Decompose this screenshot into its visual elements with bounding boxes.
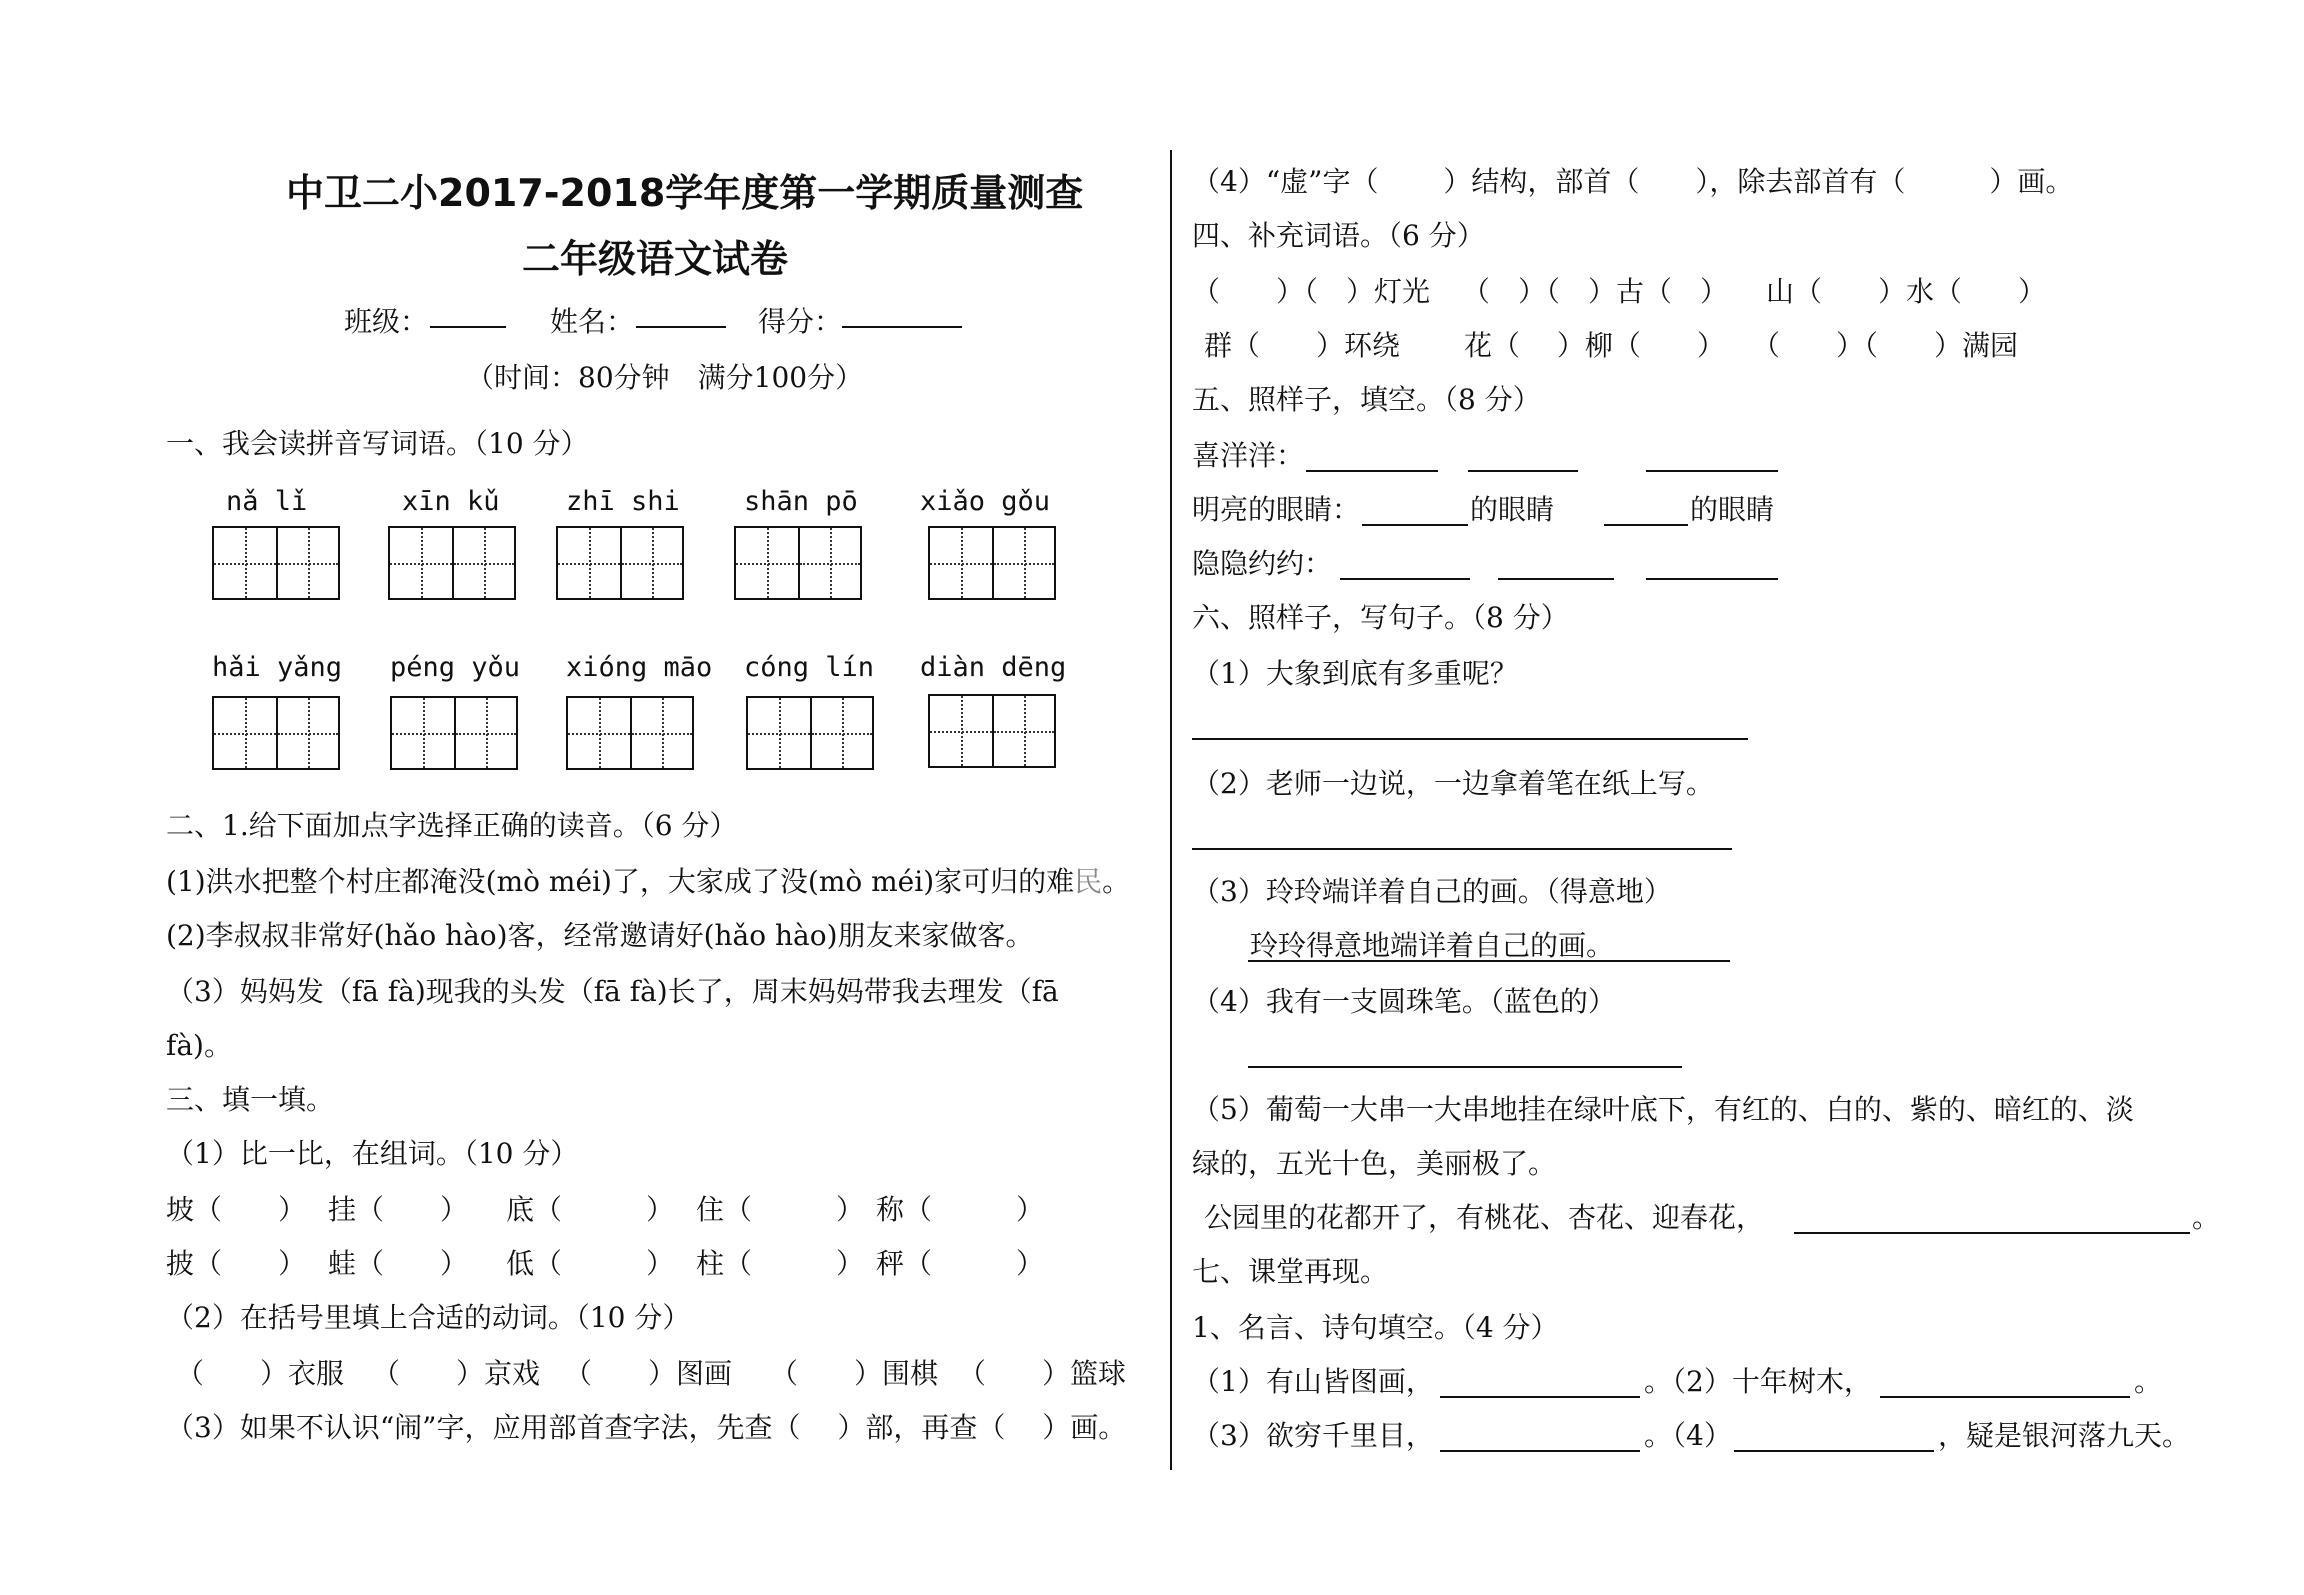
- s5-line3-label: 隐隐约约：: [1192, 547, 1333, 580]
- pinyin-10: diàn dēng: [920, 652, 1067, 683]
- pinyin-6: hǎi yǎng: [212, 652, 343, 683]
- pinyin-3: zhī shi: [566, 486, 680, 517]
- s6-q5-line2: 绿的，五光十色，美丽极了。: [1192, 1147, 1557, 1180]
- s7-poem-4-end: ，疑是银河落九天。: [1938, 1419, 2191, 1452]
- section3-heading: 三、填一填。: [166, 1083, 335, 1116]
- s7-blank[interactable]: [1440, 1450, 1640, 1452]
- idiom-item: 花（ ）柳（ ）: [1464, 329, 1725, 362]
- s3-sub3: （3）如果不认识“闹”字，应用部首查字法，先查（ ）部，再查（ ）画。: [166, 1411, 1127, 1444]
- s2-q1-period: 。: [1102, 865, 1131, 898]
- s6-q3: （3）玲玲端详着自己的画。（得意地）: [1192, 875, 1672, 908]
- s5-blank[interactable]: [1646, 578, 1778, 580]
- section5-heading: 五、照样子，填空。（8 分）: [1192, 383, 1541, 416]
- idiom-item: （ ）（ ）灯光: [1192, 275, 1431, 308]
- s6-q5-period: 。: [2192, 1201, 2221, 1234]
- verb-item: （ ）篮球: [958, 1357, 1127, 1390]
- s7-poem-2-end: 。: [2134, 1365, 2163, 1398]
- s6-q1: （1）大象到底有多重呢？: [1192, 657, 1518, 690]
- s2-question-3-cont: fà)。: [166, 1029, 232, 1062]
- s5-blank[interactable]: [1362, 524, 1468, 526]
- writing-grid[interactable]: [388, 526, 516, 600]
- s6-answer-line[interactable]: [1192, 848, 1732, 850]
- s5-blank[interactable]: [1340, 578, 1470, 580]
- compare-item: 低（ ）: [506, 1247, 675, 1280]
- s6-answer-line[interactable]: [1794, 1232, 2190, 1234]
- s6-q5-line3: 公园里的花都开了，有桃花、杏花、迎春花，: [1204, 1201, 1765, 1234]
- s5-line2-suffix: 的眼睛: [1470, 493, 1555, 526]
- section1-heading: 一、我会读拼音写词语。（10 分）: [166, 427, 589, 460]
- s6-q5-line1: （5）葡萄一大串一大串地挂在绿叶底下，有红的、白的、紫的、暗红的、淡: [1192, 1093, 2134, 1126]
- idiom-item: 群（ ）环绕: [1204, 329, 1401, 362]
- writing-grid[interactable]: [928, 526, 1056, 600]
- s5-blank[interactable]: [1306, 470, 1438, 472]
- pinyin-7: péng yǒu: [390, 652, 521, 683]
- s5-line2-label: 明亮的眼睛：: [1192, 493, 1361, 526]
- compare-item: 住（ ）: [696, 1193, 865, 1226]
- score-label: 得分：: [758, 305, 843, 338]
- s7-poem-3: （3）欲穷千里目，: [1192, 1419, 1434, 1452]
- exam-title: 中卫二小2017-2018学年度第一学期质量测查: [286, 171, 1084, 215]
- section6-heading: 六、照样子，写句子。（8 分）: [1192, 601, 1569, 634]
- s5-blank[interactable]: [1498, 578, 1614, 580]
- exam-subtitle: 二年级语文试卷: [522, 237, 789, 281]
- writing-grid[interactable]: [746, 696, 874, 770]
- pinyin-5: xiǎo gǒu: [920, 486, 1051, 517]
- writing-grid[interactable]: [212, 526, 340, 600]
- s6-answer-line[interactable]: [1192, 738, 1748, 740]
- pinyin-2: xīn kǔ: [402, 486, 500, 517]
- compare-item: 柱（ ）: [696, 1247, 865, 1280]
- writing-grid[interactable]: [212, 696, 340, 770]
- compare-item: 挂（ ）: [328, 1193, 469, 1226]
- section2-heading: 二、1.给下面加点字选择正确的读音。（6 分）: [166, 809, 738, 842]
- writing-grid[interactable]: [566, 696, 694, 770]
- time-info: （时间：80分钟 满分100分）: [466, 361, 864, 394]
- s6-answer-line[interactable]: [1248, 1066, 1682, 1068]
- pinyin-4: shān pō: [744, 486, 858, 517]
- compare-item: 披（ ）: [166, 1247, 307, 1280]
- compare-item: 称（ ）: [876, 1193, 1045, 1226]
- score-blank[interactable]: [842, 326, 962, 328]
- name-blank[interactable]: [636, 326, 726, 328]
- writing-grid[interactable]: [928, 694, 1056, 768]
- s3-sub4: （4）“虚”字（ ）结构，部首（ ），除去部首有（ ）画。: [1192, 165, 2074, 198]
- s7-poem-2: 。（2）十年树木，: [1644, 1365, 1872, 1398]
- idiom-item: 山（ ）水（ ）: [1766, 275, 2047, 308]
- s7-blank[interactable]: [1440, 1396, 1640, 1398]
- idiom-item: （ ）（ ）满园: [1752, 329, 2019, 362]
- column-divider: [1170, 150, 1172, 1470]
- idiom-item: （ ）（ ）古（ ）: [1462, 275, 1729, 308]
- pinyin-1: nǎ lǐ: [226, 486, 308, 517]
- s2-q1-dim-char: 民: [1074, 865, 1103, 898]
- s2-question-1: [166, 865, 1131, 898]
- s2-question-3: （3）妈妈发（fā fà)现我的头发（fā fà)长了，周末妈妈带我去理发（fā: [166, 975, 1059, 1008]
- compare-item: 坡（ ）: [166, 1193, 307, 1226]
- class-blank[interactable]: [430, 326, 506, 328]
- s3-sub2: （2）在括号里填上合适的动词。（10 分）: [166, 1301, 691, 1334]
- verb-item: （ ）图画: [564, 1357, 733, 1390]
- writing-grid[interactable]: [390, 696, 518, 770]
- s5-line1-label: 喜洋洋：: [1192, 439, 1305, 472]
- compare-item: 秤（ ）: [876, 1247, 1045, 1280]
- compare-item: 蛙（ ）: [328, 1247, 469, 1280]
- s2-question-2: (2)李叔叔非常好(hǎo hào)客，经常邀请好(hǎo hào)朋友来家做客。: [166, 919, 1034, 952]
- class-label: 班级：: [344, 305, 429, 338]
- verb-item: （ ）衣服: [176, 1357, 345, 1390]
- s5-blank[interactable]: [1604, 524, 1688, 526]
- s2-q1-text: (1)洪水把整个村庄都淹没(mò méi)了，大家成了没(mò méi)家可归的难: [166, 865, 1075, 898]
- s5-line2-suffix: 的眼睛: [1690, 493, 1775, 526]
- s5-blank[interactable]: [1468, 470, 1578, 472]
- s6-answer-line[interactable]: [1248, 960, 1730, 962]
- pinyin-8: xióng māo: [566, 652, 713, 683]
- section7-heading: 七、课堂再现。: [1192, 1255, 1389, 1288]
- s6-q2: （2）老师一边说，一边拿着笔在纸上写。: [1192, 767, 1714, 800]
- pinyin-9: cóng lín: [744, 652, 875, 683]
- s7-blank[interactable]: [1880, 1396, 2130, 1398]
- section4-heading: 四、补充词语。（6 分）: [1192, 219, 1485, 252]
- compare-item: 底（ ）: [506, 1193, 675, 1226]
- s7-sub1: 1、名言、诗句填空。（4 分）: [1192, 1311, 1559, 1344]
- verb-item: （ ）京戏: [372, 1357, 541, 1390]
- writing-grid[interactable]: [556, 526, 684, 600]
- s6-q3-example-answer: 玲玲得意地端详着自己的画。: [1250, 929, 1615, 962]
- s5-blank[interactable]: [1646, 470, 1778, 472]
- s3-sub1: （1）比一比，在组词。（10 分）: [166, 1137, 579, 1170]
- s7-poem-4: 。（4）: [1644, 1419, 1732, 1452]
- s7-poem-1: （1）有山皆图画，: [1192, 1365, 1434, 1398]
- writing-grid[interactable]: [734, 526, 862, 600]
- verb-item: （ ）围棋: [770, 1357, 939, 1390]
- s6-q4: （4）我有一支圆珠笔。（蓝色的）: [1192, 985, 1616, 1018]
- name-label: 姓名：: [550, 305, 635, 338]
- s7-blank[interactable]: [1734, 1450, 1934, 1452]
